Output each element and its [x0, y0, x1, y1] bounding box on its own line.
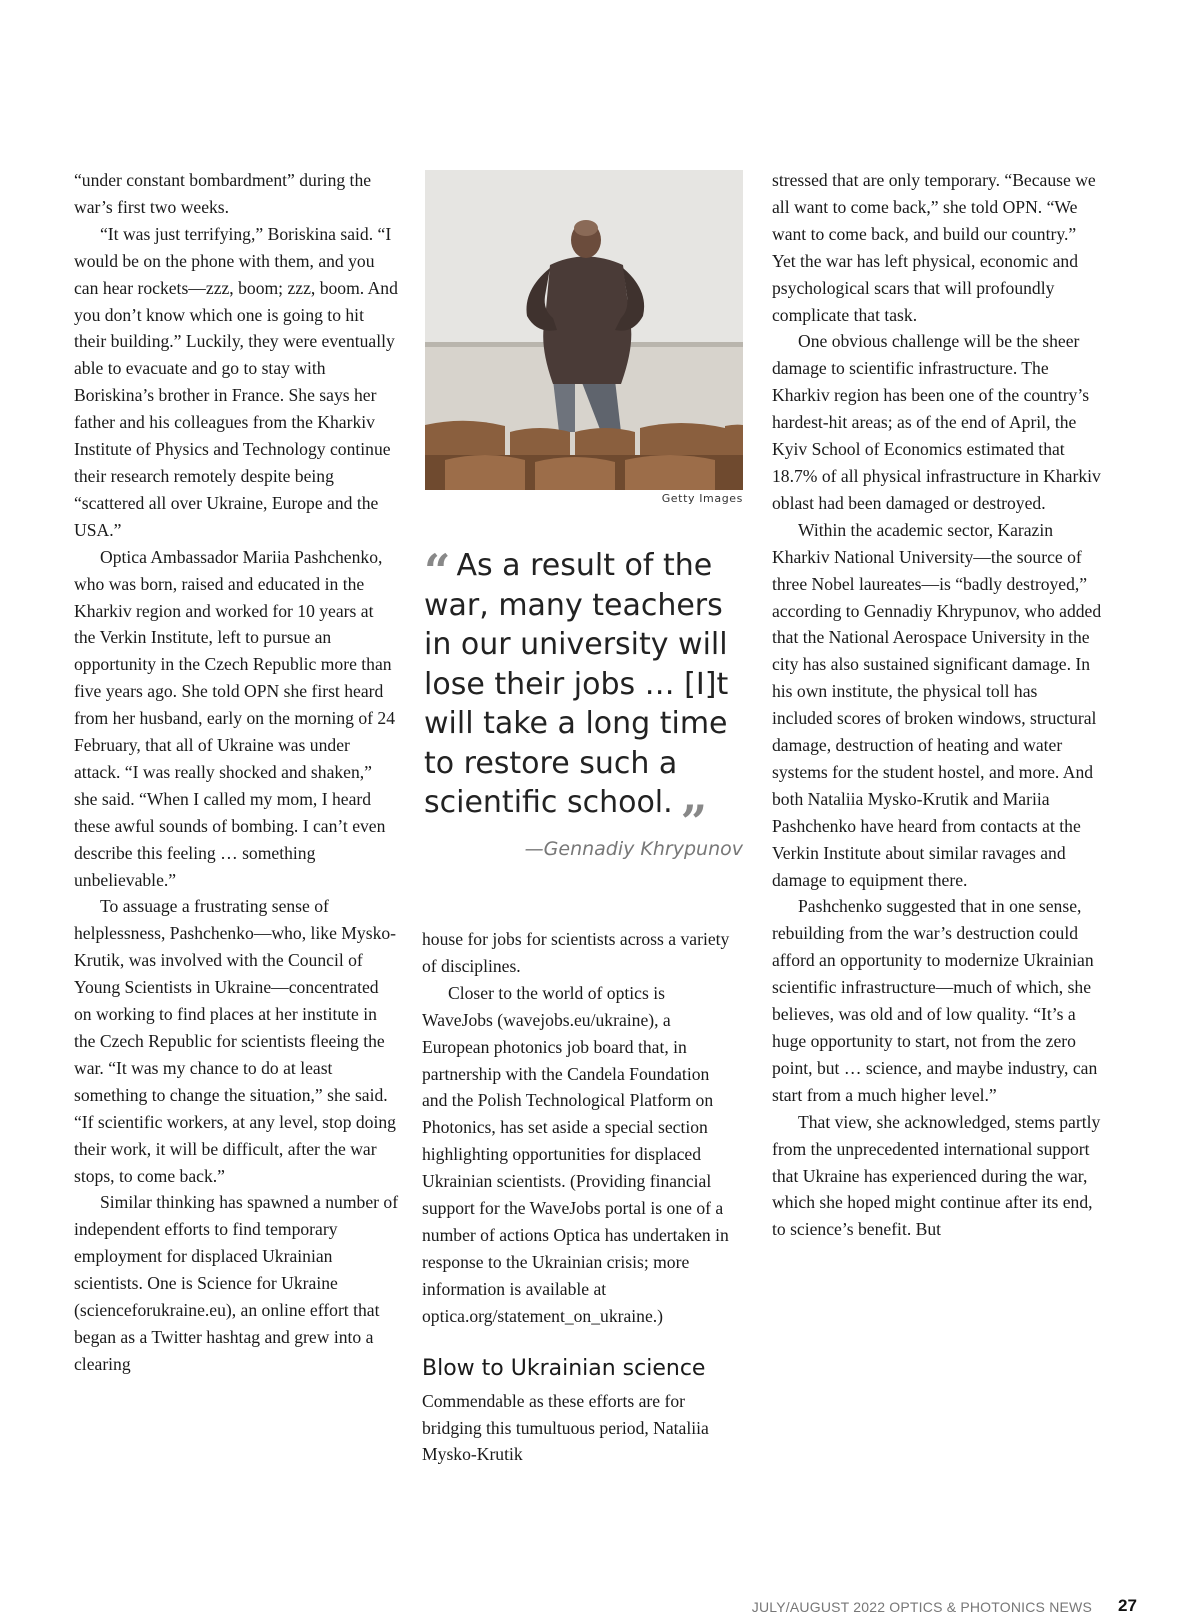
man-at-blackboard-image	[425, 170, 743, 490]
pull-quote-text: As a result of the war, many teachers in our university will lose their jobs … [I]t will take a long time to restore such a scientific school.	[424, 548, 729, 820]
pull-quote-attribution: —Gennadiy Khrypunov	[524, 838, 743, 860]
page-footer: JULY/AUGUST 2022 OPTICS & PHOTONICS NEWS	[751, 1599, 1092, 1615]
article-column-1	[74, 167, 399, 1378]
photo-credit: Getty Images	[661, 492, 743, 505]
paragraph: Commendable as these efforts are for bridging this tumultuous period, Nataliia Mysko-Krutik	[422, 1390, 709, 1465]
article-photo	[425, 170, 743, 490]
paragraph: Similar thinking has spawned a number of independent efforts to find temporary employment for displaced Ukrainian scientists. One is Science for Ukraine (scienceforukraine.eu), an online effort that began as a Twitter hashtag and grew into a clearing	[74, 1192, 399, 1374]
paragraph: Closer to the world of optics is WaveJobs (wavejobs.eu/ukraine), a European photonics job board that, in partnership with the Candela Foundation and the Polish Technological Platform on Photonics, has set aside a special section highlighting opportunities for displaced Ukrainian scientists. (Providing financial support for the WaveJobs portal is one of a number of actions Optica has undertaken in response to the Ukrainian crisis; more information is available at optica.org/statement_on_ukraine.)	[422, 982, 729, 1326]
close-quote-icon: ”	[680, 795, 708, 849]
paragraph: stressed that are only temporary. “Because we all want to come back,” she told OPN. “We want to come back, and build our country.” Yet the war has left physical, economic and psychological scars that will profoundly complicate that task.	[772, 170, 1096, 325]
paragraph: Within the academic sector, Karazin Kharkiv National University—the source of three Nobel laureates—is “badly destroyed,” according to Gennadiy Khrypunov, who added that the National Aerospace University in the city has also sustained significant damage. In his own institute, the physical toll has included scores of broken windows, structural damage, destruction of heating and water systems for the student hostel, and more. And both Nataliia Mysko-Krutik and Mariia Pashchenko have heard from contacts at the Verkin Institute about similar ravages and damage to equipment there.	[772, 519, 1102, 890]
paragraph: To assuage a frustrating sense of helplessness, Pashchenko—who, like Mysko-Krutik, was involved with the Council of Young Scientists in Ukraine—concentrated on working to find places at her institute in the Czech Republic for scientists fleeing the war. “It was my chance to do at least something to change the situation,” she said. “If scientific workers, at any level, stop doing their work, it will be difficult, after the war stops, to come back.”	[74, 896, 397, 1186]
article-column-3	[772, 167, 1102, 1243]
paragraph: “It was just terrifying,” Boriskina said. “I would be on the phone with them, and you can hear rockets—zzz, boom; zzz, boom. And you don’t know which one is going to hit their building.” Luckily, they were eventually able to evacuate and go to stay with Boriskina’s brother in France. She says her father and his colleagues from the Kharkiv Institute of Physics and Technology continue their research remotely despite being “scattered all over Ukraine, Europe and the USA.”	[74, 223, 398, 540]
paragraph: house for jobs for scientists across a variety of disciplines.	[422, 929, 730, 976]
paragraph: One obvious challenge will be the sheer damage to scientific infrastructure. The Kharkiv region has been one of the country’s hardest-hit areas; as of the end of April, the Kyiv School of Economics estimated that 18.7% of all physical infrastructure in Kharkiv oblast had been damaged or destroyed.	[772, 331, 1101, 513]
page-number: 27	[1118, 1596, 1137, 1615]
paragraph: “under constant bombardment” during the war’s first two weeks.	[74, 170, 372, 217]
paragraph: Optica Ambassador Mariia Pashchenko, who was born, raised and educated in the Kharkiv region and worked for 10 years at the Verkin Institute, left to pursue an opportunity in the Czech Republic more than five years ago. She told OPN she first heard from her husband, early on the morning of 24 February, that all of Ukraine was under attack. “I was really shocked and shaken,” she said. “When I called my mom, I heard these awful sounds of bombing. I can’t even describe this feeling … something unbelievable.”	[74, 546, 396, 890]
section-subhead: Blow to Ukrainian science	[422, 1355, 706, 1381]
article-column-2	[422, 926, 732, 1468]
paragraph: That view, she acknowledged, stems partly from the unprecedented international support that Ukraine has experienced during the war, which she hoped might continue after its end, to science’s benefit. But	[772, 1111, 1101, 1240]
paragraph: Pashchenko suggested that in one sense, rebuilding from the war’s destruction could afford an opportunity to modernize Ukrainian scientific infrastructure—much of which, she believes, was old and of low quality. “It’s a huge opportunity to start, not from the zero point, but … science, and maybe industry, can start from a much higher level.”	[772, 896, 1098, 1105]
open-quote-icon: “	[424, 544, 451, 598]
